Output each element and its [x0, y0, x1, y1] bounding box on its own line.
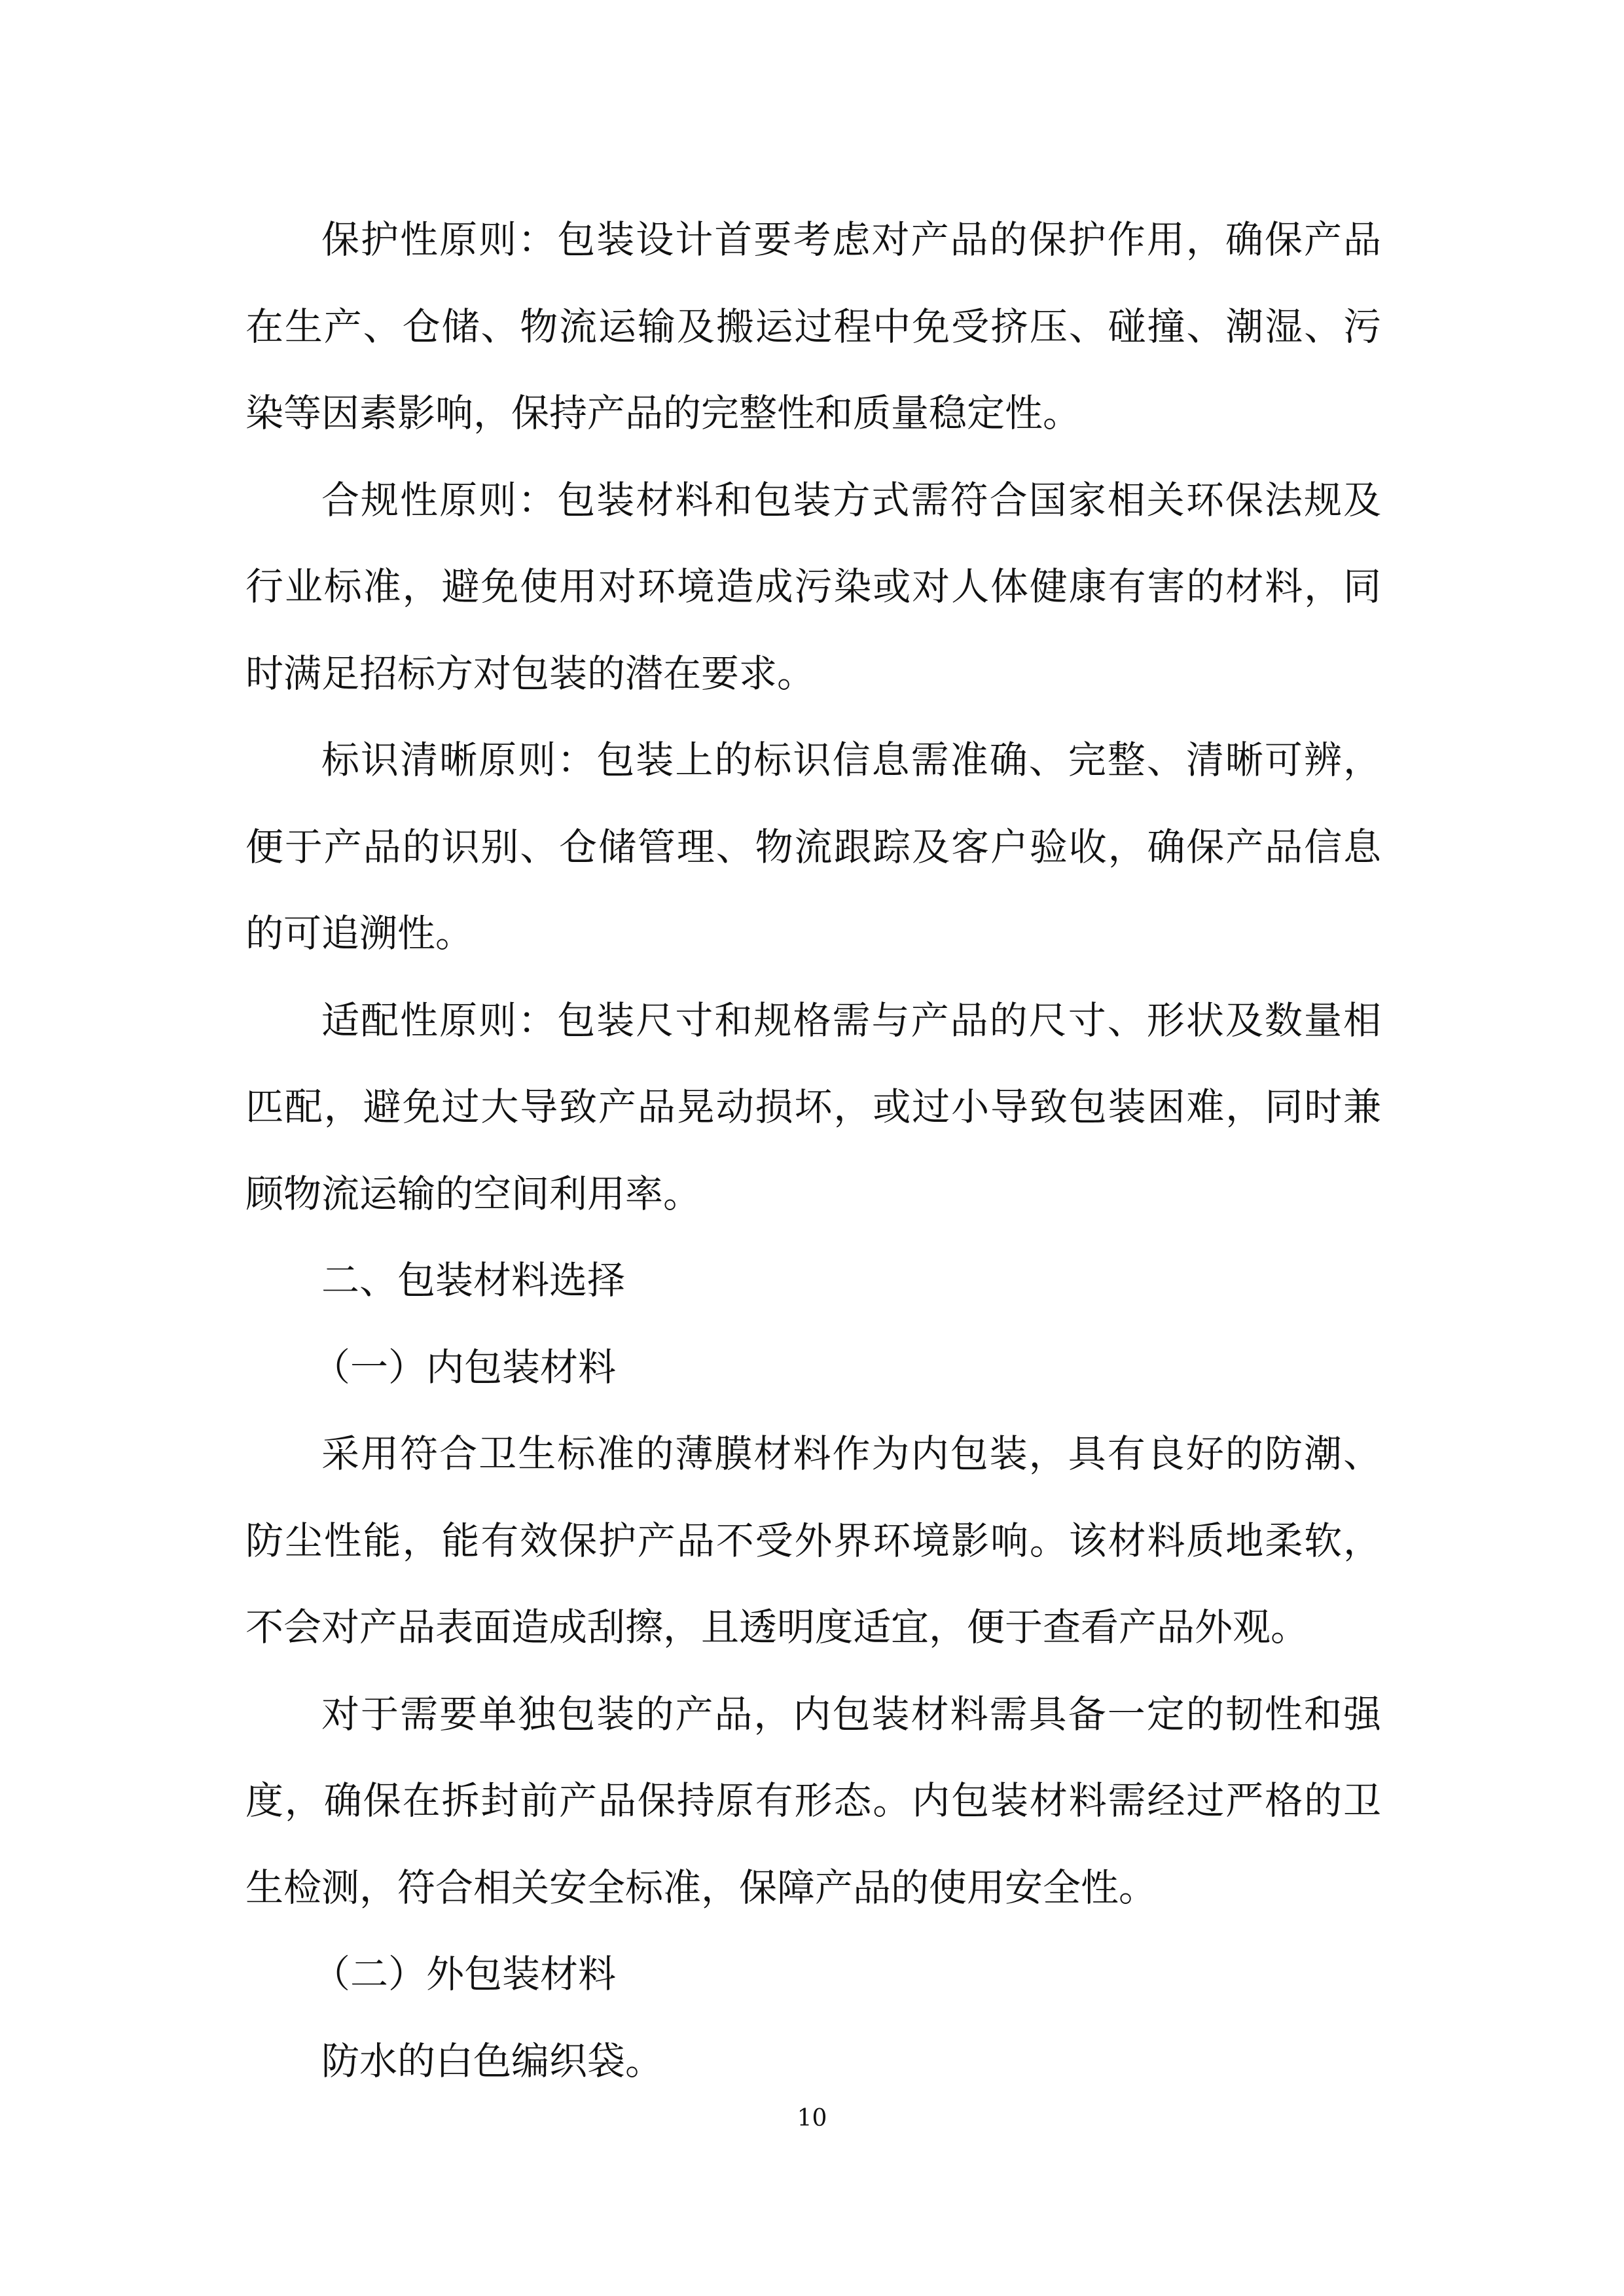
subsection-heading-outer-packaging: （二）外包装材料: [312, 1952, 617, 1996]
subsection-heading-inner-packaging: （一）内包装材料: [312, 1344, 617, 1390]
page-body: [245, 196, 1381, 2104]
page-number: 10: [797, 2105, 827, 2132]
paragraph-inner-packaging-2: 对于需要单独包装的产品，内包装材料需具备一定的韧性和强度，确保在拆封前产品保持原有形态。内包装材料需经过严格的卫生检测，符合相关安全标准，保障产品的使用安全性。: [245, 1691, 1381, 1910]
paragraph-inner-packaging-1: 采用符合卫生标准的薄膜材料作为内包装，具有良好的防潮、防尘性能，能有效保护产品不受外界环境影响。该材料质地柔软，不会对产品表面造成刮擦，且透明度适宜，便于查看产品外观。: [245, 1431, 1381, 1649]
paragraph-protection-principle: 保护性原则：包装设计首要考虑对产品的保护作用，确保产品在生产、仓储、物流运输及搬运过程中免受挤压、碰撞、潮湿、污染等因素影响，保持产品的完整性和质量稳定性。: [245, 217, 1381, 435]
paragraph-outer-packaging-1: 防水的白色编织袋。: [321, 2038, 664, 2083]
paragraph-fit-principle: 适配性原则：包装尺寸和规格需与产品的尺寸、形状及数量相匹配，避免过大导致产品晃动损坏，或过小导致包装困难，同时兼顾物流运输的空间利用率。: [245, 997, 1381, 1216]
paragraph-compliance-principle: 合规性原则：包装材料和包装方式需符合国家相关环保法规及行业标准，避免使用对环境造成污染或对人体健康有害的材料，同时满足招标方对包装的潜在要求。: [245, 477, 1381, 696]
section-heading: 二、包装材料选择: [321, 1258, 626, 1302]
paragraph-labeling-principle: 标识清晰原则：包装上的标识信息需准确、完整、清晰可辨，便于产品的识别、仓储管理、物流跟踪及客户验收，确保产品信息的可追溯性。: [245, 738, 1381, 956]
